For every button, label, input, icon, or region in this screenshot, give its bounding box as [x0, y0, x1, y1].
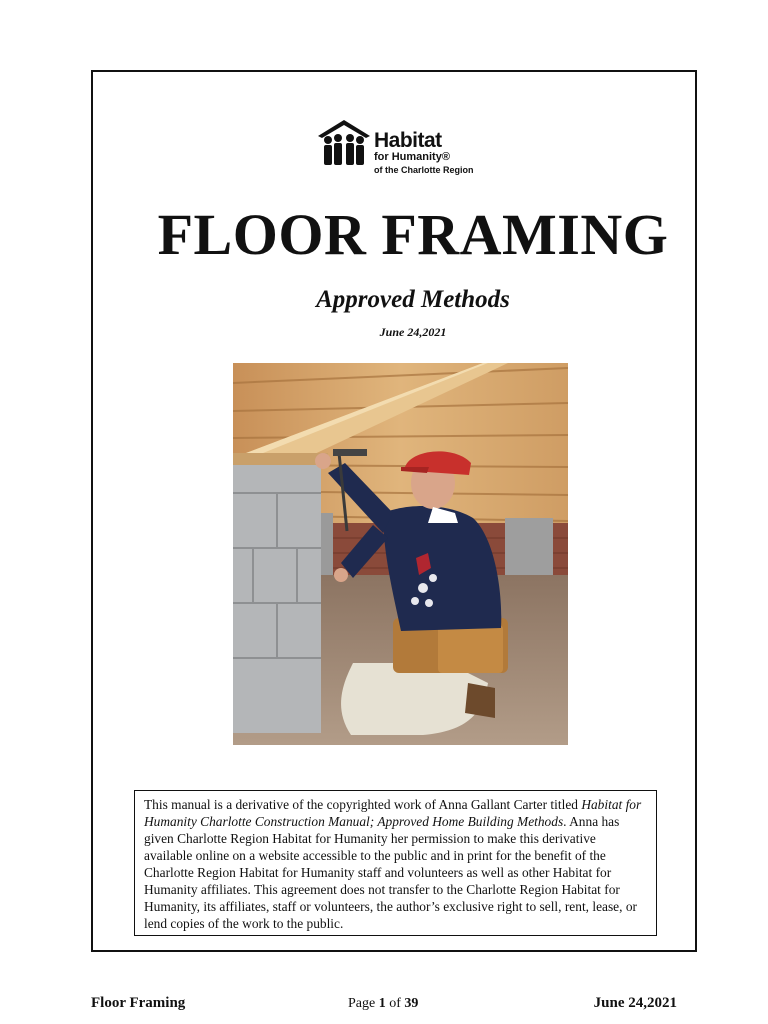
page-of: of	[385, 996, 405, 1011]
logo-line1: for Humanity®	[374, 151, 450, 163]
logo-line2: of the Charlotte Region	[374, 165, 474, 175]
page-subtitle: Approved Methods	[316, 286, 510, 313]
page-title: FLOOR FRAMING	[157, 202, 669, 267]
notice-text-start: This manual is a derivative of the copyrighted work of Anna Gallant Carter titled	[144, 797, 582, 812]
page-current: 1	[378, 996, 386, 1011]
notice-title-italic: Habitat for Humanity Charlotte Construction Manual; Approved Home Building Methods	[144, 797, 642, 829]
page-total: 39	[404, 996, 419, 1011]
copyright-notice	[134, 790, 657, 936]
page-prefix: Page	[348, 996, 379, 1011]
habitat-logo	[316, 118, 476, 182]
cover-photo	[233, 363, 568, 745]
footer-date: June 24,2021	[593, 995, 677, 1011]
document-date: June 24,2021	[379, 325, 447, 339]
footer-title: Floor Framing	[91, 995, 186, 1011]
notice-text-end: . Anna has given Charlotte Region Habitat for Humanity her permission to make this derivative available online on a website accessible to the public and in print for the benefit of the Charlotte Region Habitat for Humanity staff and volunteers as well as other Habitat for Humanity affiliates. This agreement does not transfer to the Charlotte Region Habitat for Humanity, its affiliates, staff or volunteers, the author’s exclusive right to sell, rent, lease, or lend copies of the work to the public.	[144, 814, 637, 931]
habitat-house-people-icon	[316, 118, 372, 168]
logo-brand: Habitat	[374, 129, 442, 152]
footer-page-number	[348, 997, 418, 1011]
